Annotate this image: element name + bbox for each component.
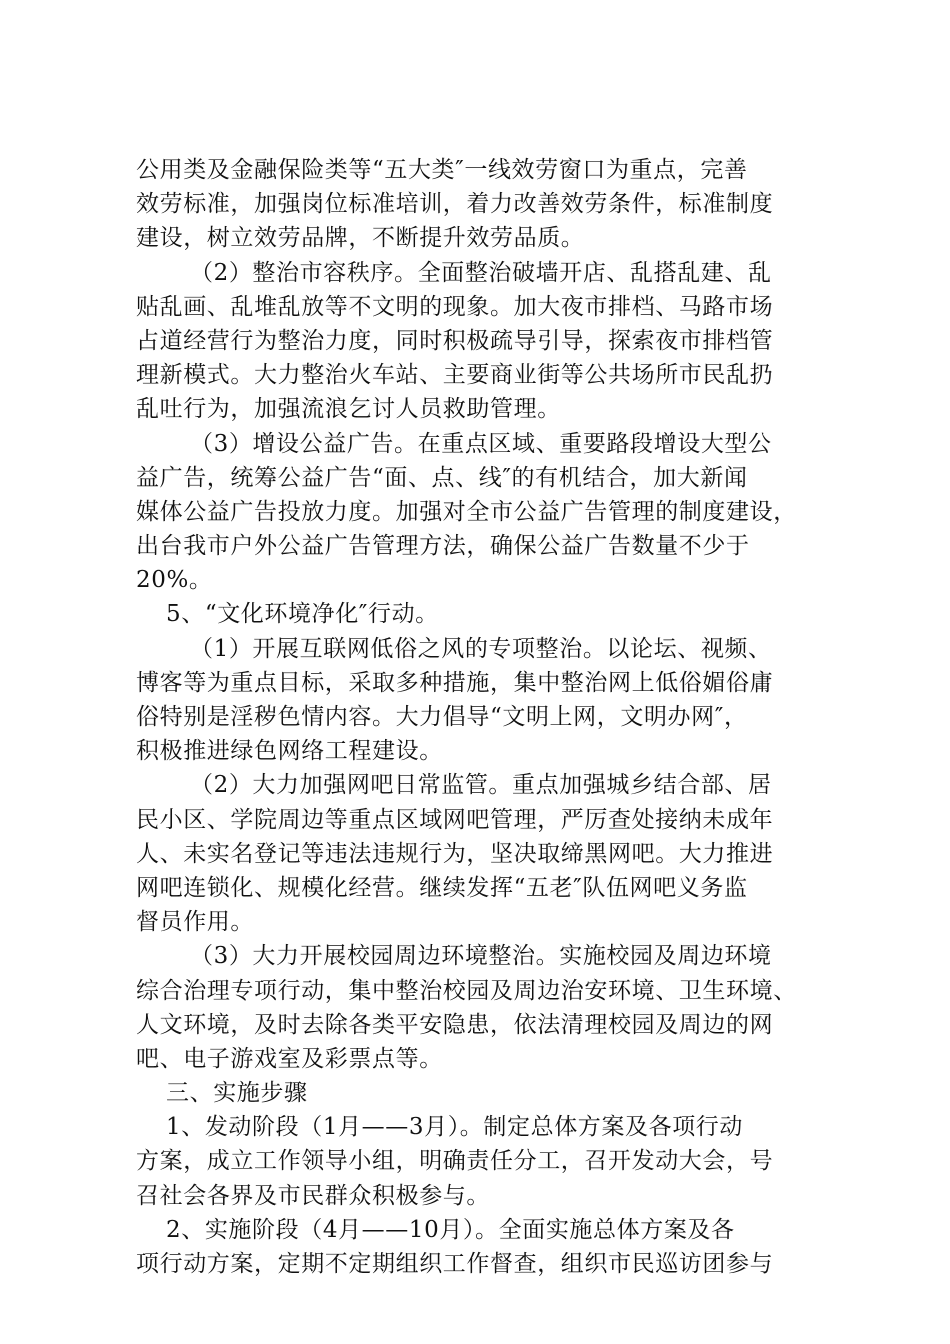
text-line: 吧、电子游戏室及彩票点等。 — [136, 1045, 443, 1072]
text-line: 媒体公益广告投放力度。加强对全市公益广告管理的制度建设， — [136, 498, 797, 525]
text-line: （2）整治市容秩序。全面整治破墙开店、乱搭乱建、乱 — [190, 259, 772, 286]
text-line: 人、未实名登记等违法违规行为，坚决取缔黑网吧。大力推进 — [136, 840, 774, 867]
text-line: 综合治理专项行动，集中整治校园及周边治安环境、卫生环境、 — [136, 977, 797, 1004]
text-line: 20%。 — [136, 567, 213, 594]
text-line: 1、发动阶段（1月——3月）。制定总体方案及各项行动 — [166, 1114, 743, 1141]
text-line: 俗特别是淫秽色情内容。大力倡导“文明上网，文明办网″， — [136, 704, 748, 730]
text-line: 公用类及金融保险类等“五大类″一线效劳窗口为重点，完善 — [136, 157, 748, 183]
text-line: 5、“文化环境净化″行动。 — [166, 601, 439, 628]
text-line: 积极推进绿色网络工程建设。 — [136, 738, 443, 765]
text-line: 2、实施阶段（4月——10月）。全面实施总体方案及各 — [166, 1216, 735, 1243]
text-line: 方案，成立工作领导小组，明确责任分工，召开发动大会，号 — [136, 1148, 774, 1175]
text-line: 占道经营行为整治力度，同时积极疏导引导，探索夜市排档管 — [136, 327, 774, 354]
text-line: 建设，树立效劳品牌，不断提升效劳品质。 — [136, 225, 585, 252]
text-line: 贴乱画、乱堆乱放等不文明的现象。加大夜市排档、马路市场 — [136, 293, 774, 320]
text-line: 益广告，统筹公益广告“面、点、线″的有机结合，加大新闻 — [136, 464, 748, 491]
text-line: 召社会各界及市民群众积极参与。 — [136, 1182, 490, 1209]
text-line: 三、实施步骤 — [166, 1080, 308, 1107]
text-line: 督员作用。 — [136, 909, 254, 936]
text-line: 网吧连锁化、规模化经营。继续发挥“五老″队伍网吧义务监 — [136, 874, 748, 901]
text-line: 民小区、学院周边等重点区域网吧管理，严厉查处接纳未成年 — [136, 806, 774, 833]
text-line: （3）增设公益广告。在重点区域、重要路段增设大型公 — [190, 430, 772, 457]
text-line: （1）开展互联网低俗之风的专项整治。以论坛、视频、 — [190, 635, 772, 662]
text-line: 出台我市户外公益广告管理方法，确保公益广告数量不少于 — [136, 533, 750, 560]
text-line: 乱吐行为，加强流浪乞讨人员救助管理。 — [136, 396, 561, 423]
text-line: （3）大力开展校园周边环境整治。实施校园及周边环境 — [190, 943, 772, 970]
text-line: 项行动方案，定期不定期组织工作督查，组织市民巡访团参与 — [136, 1251, 774, 1277]
text-line: 理新模式。大力整治火车站、主要商业街等公共场所市民乱扔 — [136, 362, 774, 389]
document-body — [136, 153, 836, 1281]
text-line: 人文环境，及时去除各类平安隐患，依法清理校园及周边的网 — [136, 1011, 774, 1038]
text-line: 博客等为重点目标，采取多种措施，集中整治网上低俗媚俗庸 — [136, 669, 774, 696]
text-line: （2）大力加强网吧日常监管。重点加强城乡结合部、居 — [190, 772, 772, 799]
text-line: 效劳标准，加强岗位标准培训，着力改善效劳条件，标准制度 — [136, 191, 774, 218]
